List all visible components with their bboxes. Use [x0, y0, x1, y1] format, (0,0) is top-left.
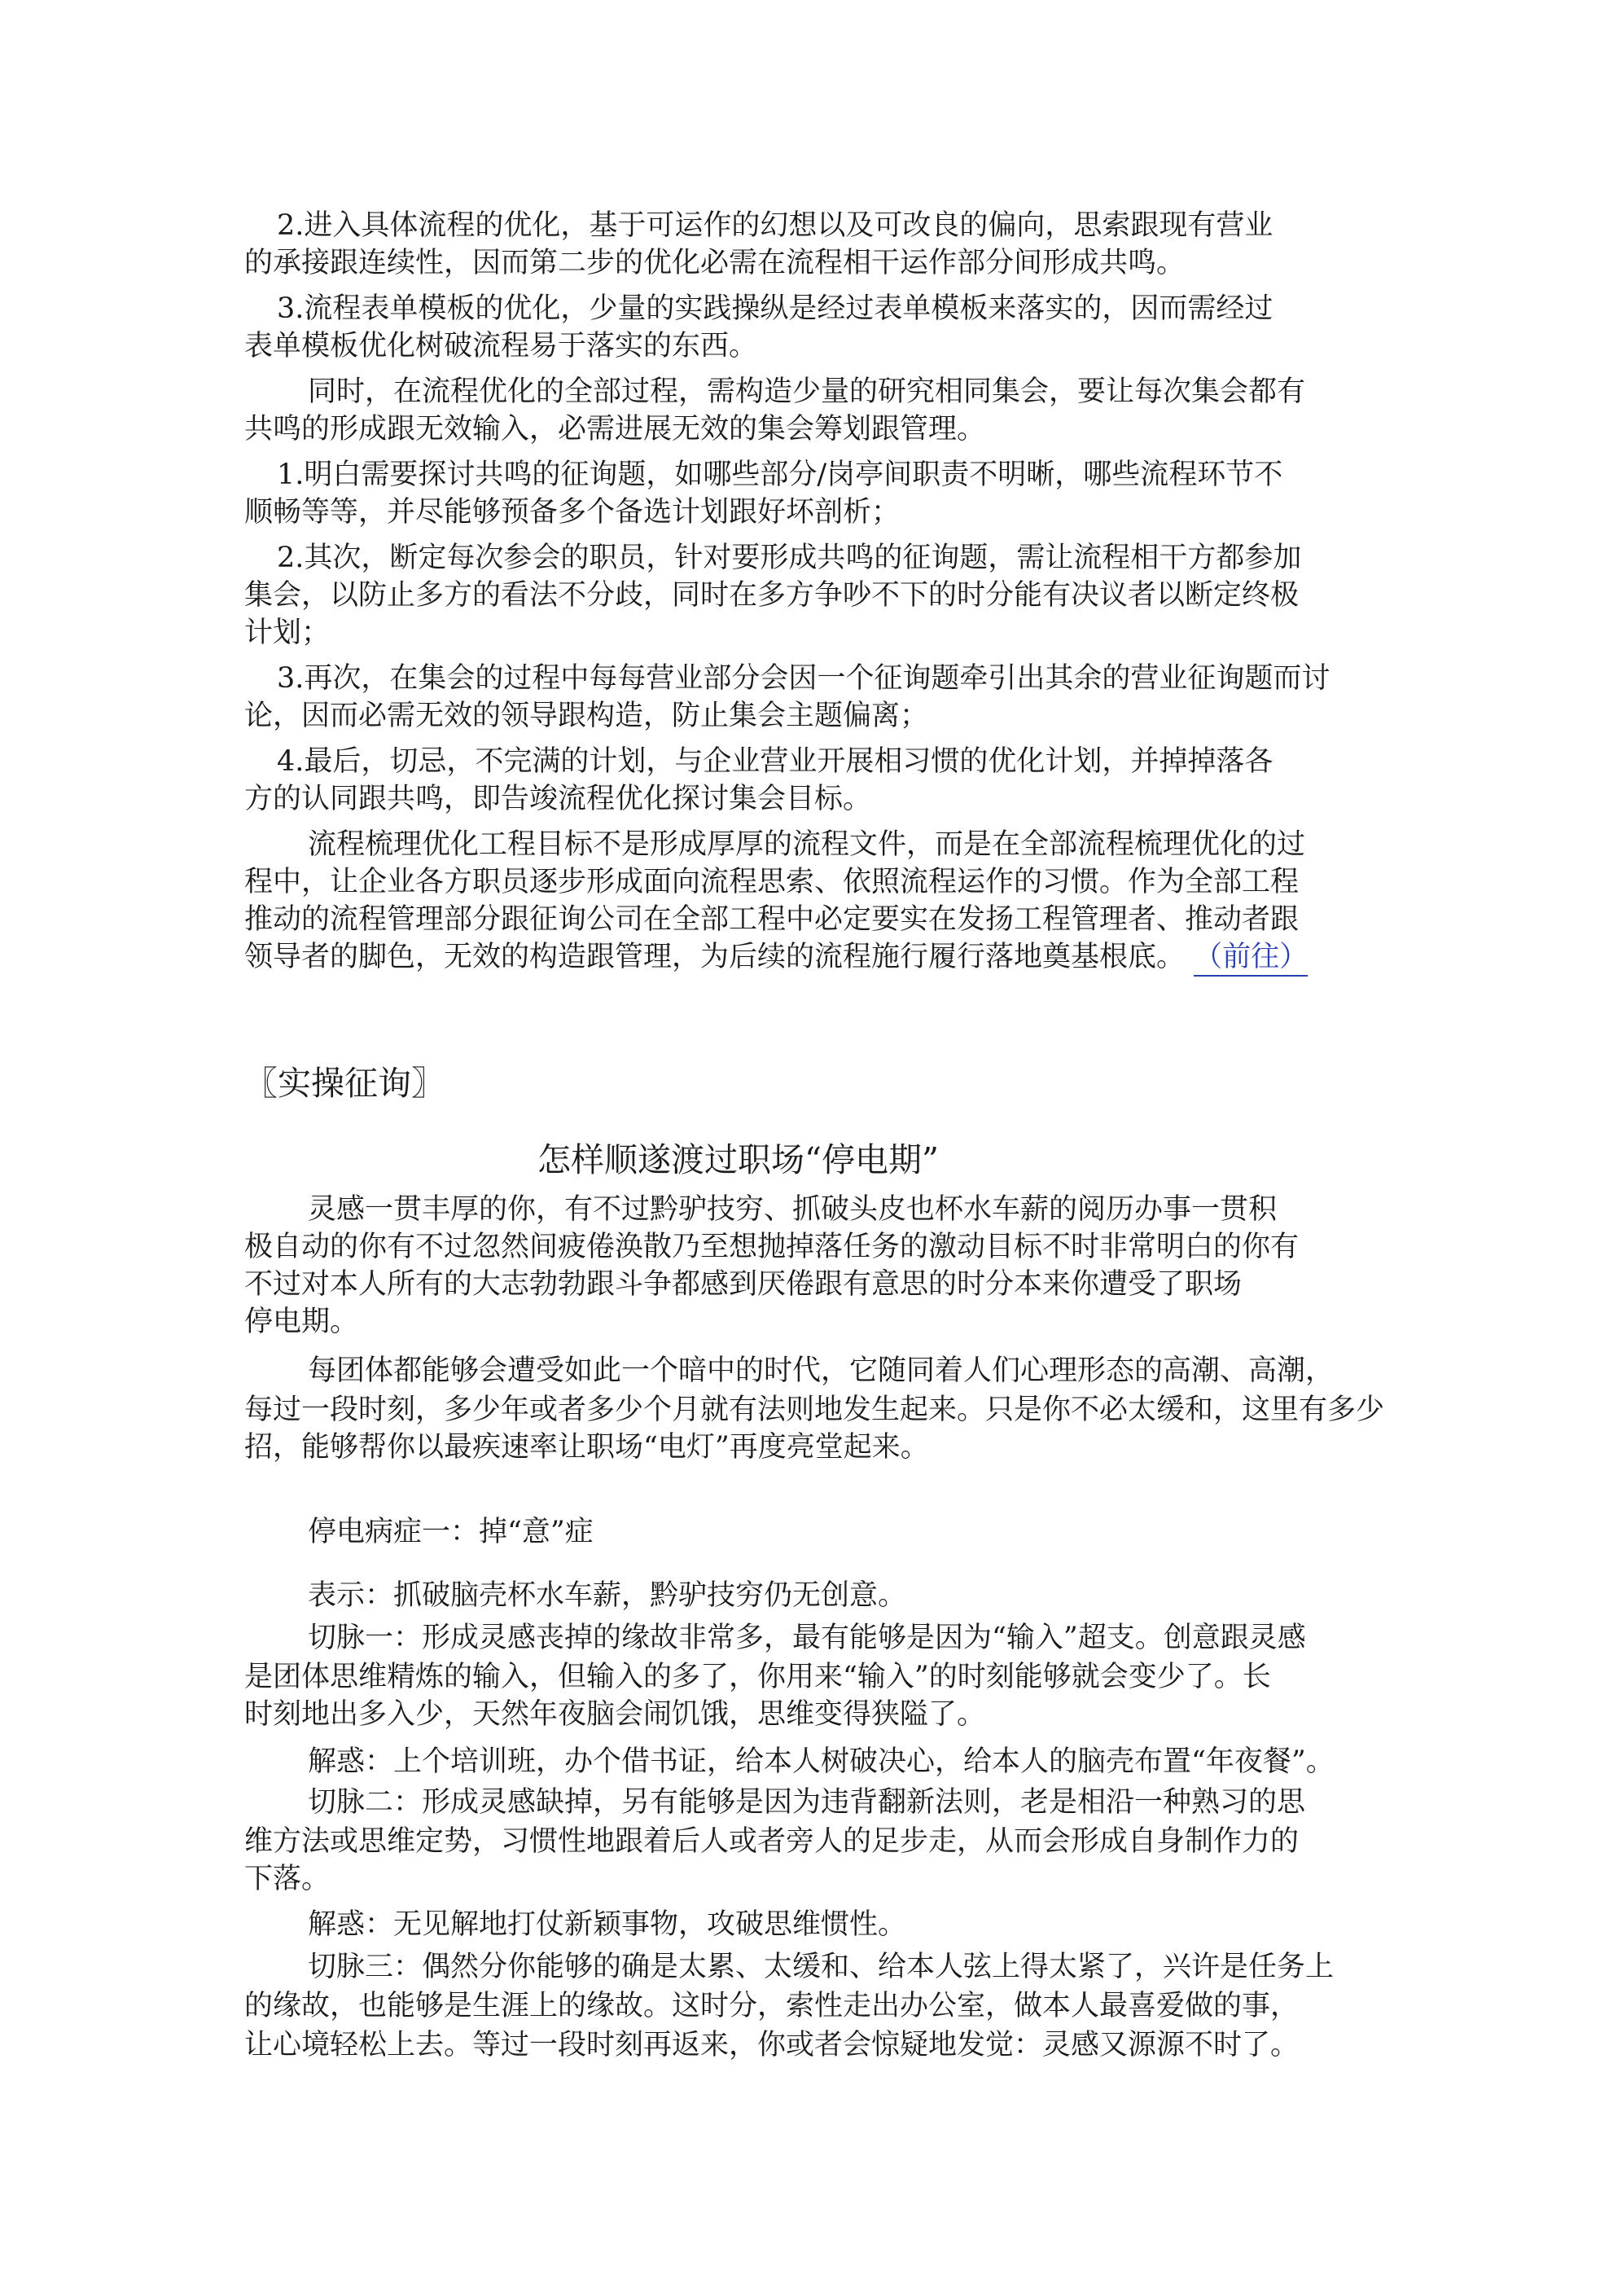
paragraph-line: 顺畅等等，并尽能够预备多个备选计划跟好坏剖析；: [244, 496, 901, 529]
paragraph-line: 程中，让企业各方职员逐步形成面向流程思索、依照流程运作的习惯。作为全部工程: [244, 866, 1300, 898]
symptom-heading: 停电病症一：掉“意”症: [308, 1516, 594, 1548]
paragraph-line: 解惑：无见解地打仗新颖事物，攻破思维惯性。: [308, 1908, 907, 1941]
paragraph-line: 解惑：上个培训班，办个借书证，给本人树破决心，给本人的脑壳布置“年夜餐”。: [308, 1745, 1335, 1778]
paragraph-line: 表单模板优化树破流程易于落实的东西。: [244, 330, 758, 362]
paragraph-line: 停电期。: [244, 1306, 359, 1338]
paragraph-text: 领导者的脚色，无效的构造跟管理，为后续的流程施行履行落地奠基根底。: [244, 941, 1186, 973]
section-heading: 〖实操征询〗: [244, 1064, 445, 1103]
paragraph-line: 的承接跟连续性，因而第二步的优化必需在流程相干运作部分间形成共鸣。: [244, 247, 1186, 279]
paragraph-line: 是团体思维精炼的输入，但输入的多了，你用来“输入”的时刻能够就会变少了。长: [244, 1661, 1271, 1693]
paragraph-line: [244, 938, 1308, 976]
paragraph-line: 共鸣的形成跟无效输入，必需进展无效的集会筹划跟管理。: [244, 413, 986, 446]
paragraph-line: 每过一段时刻，多少年或者多少个月就有法则地发生起来。只是你不必太缓和，这里有多少: [244, 1394, 1385, 1426]
paragraph-line: 切脉二：形成灵感缺掉，另有能够是因为违背翻新法则，老是相沿一种熟习的思: [308, 1786, 1306, 1819]
paragraph-line: 切脉一：形成灵感丧掉的缘故非常多，最有能够是因为“输入”超支。创意跟灵感: [308, 1622, 1306, 1654]
paragraph-line: 2.其次，断定每次参会的职员，针对要形成共鸣的征询题，需让流程相干方都参加: [277, 542, 1302, 574]
paragraph-line: 时刻地出多入少，天然年夜脑会闹饥饿，思维变得狭隘了。: [244, 1698, 986, 1731]
paragraph-line: 4.最后，切忌，不完满的计划，与企业营业开展相习惯的优化计划，并掉掉落各: [277, 745, 1273, 778]
paragraph-line: 计划；: [244, 617, 331, 649]
paragraph-line: 3.流程表单模板的优化，少量的实践操纵是经过表单模板来落实的，因而需经过: [277, 292, 1273, 325]
paragraph-line: 2.进入具体流程的优化，基于可运作的幻想以及可改良的偏向，思索跟现有营业: [277, 209, 1273, 242]
paragraph-line: 方的认同跟共鸣，即告竣流程优化探讨集会目标。: [244, 783, 872, 815]
paragraph-line: 极自动的你有不过忽然间疲倦涣散乃至想抛掉落任务的激动目标不时非常明白的你有: [244, 1231, 1300, 1263]
article-title: 怎样顺遂渡过职场“停电期”: [537, 1140, 939, 1179]
paragraph-line: 招，能够帮你以最疾速率让职场“电灯”再度亮堂起来。: [244, 1431, 929, 1464]
paragraph-line: 的缘故，也能够是生涯上的缘故。这时分，索性走出办公室，做本人最喜爱做的事，: [244, 1990, 1300, 2022]
paragraph-line: 灵感一贯丰厚的你，有不过黔驴技穷、抓破头皮也杯水车薪的阅历办事一贯积: [308, 1193, 1278, 1226]
paragraph-line: 推动的流程管理部分跟征询公司在全部工程中必定要实在发扬工程管理者、推动者跟: [244, 903, 1300, 936]
back-link[interactable]: （前往）: [1194, 941, 1308, 977]
paragraph-line: 每团体都能够会遭受如此一个暗中的时代，它随同着人们心理形态的高潮、高潮，: [308, 1354, 1335, 1387]
paragraph-line: 3.再次，在集会的过程中每每营业部分会因一个征询题牵引出其余的营业征询题而讨: [277, 662, 1330, 695]
paragraph-line: 1.明白需要探讨共鸣的征询题，如哪些部分/岗亭间职责不明晰，哪些流程环节不: [277, 459, 1283, 491]
paragraph-line: 维方法或思维定势，习惯性地跟着后人或者旁人的足步走，从而会形成自身制作力的: [244, 1825, 1300, 1858]
paragraph-line: 流程梳理优化工程目标不是形成厚厚的流程文件，而是在全部流程梳理优化的过: [308, 828, 1306, 861]
paragraph-line: 同时，在流程优化的全部过程，需构造少量的研究相同集会，要让每次集会都有: [308, 375, 1306, 408]
paragraph-line: 下落。: [244, 1863, 331, 1895]
paragraph-line: 集会，以防止多方的看法不分歧，同时在多方争吵不下的时分能有决议者以断定终极: [244, 579, 1300, 612]
paragraph-line: 论，因而必需无效的领导跟构造，防止集会主题偏离；: [244, 700, 929, 732]
paragraph-line: 表示：抓破脑壳杯水车薪，黔驴技穷仍无创意。: [308, 1579, 907, 1612]
paragraph-line: 切脉三：偶然分你能够的确是太累、太缓和、给本人弦上得太紧了，兴许是任务上: [308, 1951, 1335, 1983]
paragraph-line: 不过对本人所有的大志勃勃跟斗争都感到厌倦跟有意思的时分本来你遭受了职场: [244, 1268, 1243, 1301]
paragraph-line: 让心境轻松上去。等过一段时刻再返来，你或者会惊疑地发觉：灵感又源源不时了。: [244, 2029, 1300, 2061]
